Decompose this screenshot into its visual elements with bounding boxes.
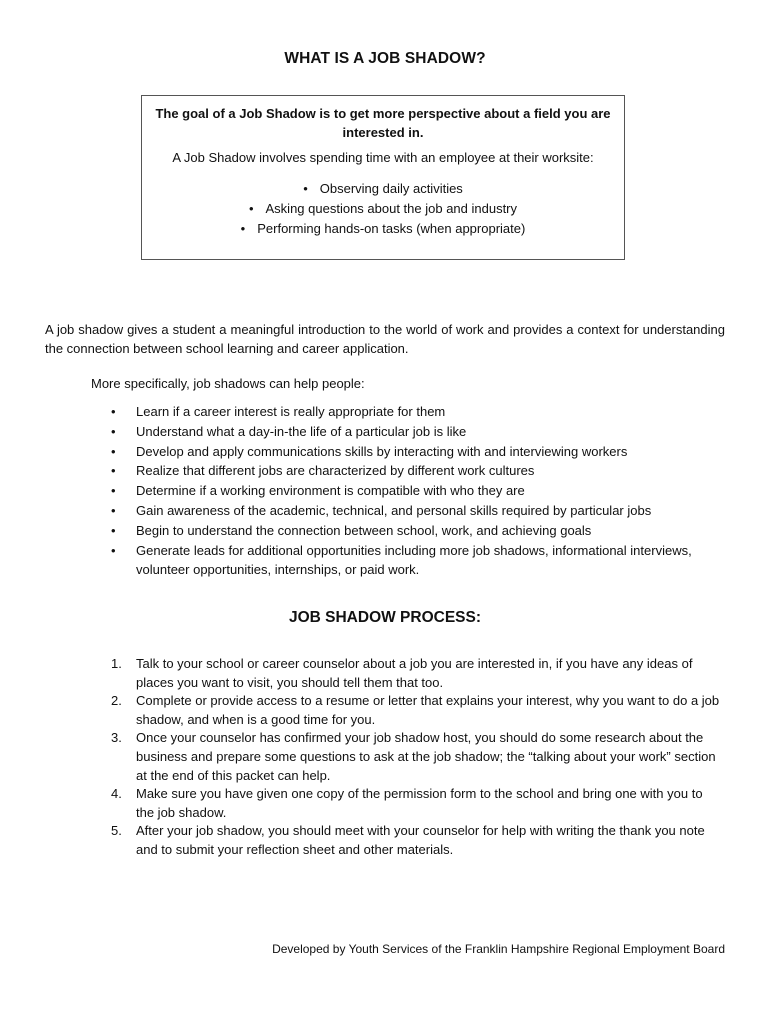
step-number: 2. (111, 693, 122, 709)
help-item: • Understand what a day-in-the life of a particular job is like (111, 422, 711, 442)
intro-paragraph: A job shadow gives a student a meaningful introduction to the world of work and provides a context for understanding the connection between school learning and career application. (45, 322, 725, 356)
step-text: Complete or provide access to a resume or letter that explains your interest, why you want to do a job shadow, and when is a good time for you. (136, 693, 720, 727)
process-step (111, 655, 721, 692)
help-item: • Begin to understand the connection between school, work, and achieving goals (111, 521, 711, 541)
goal-bullet: • Asking questions about the job and industry (152, 199, 614, 219)
step-text: After your job shadow, you should meet with your counselor for help with writing the thank you note and to submit your reflection sheet and other materials. (136, 823, 705, 857)
page-title: WHAT IS A JOB SHADOW? (284, 50, 486, 67)
goal-bullet: • Performing hands-on tasks (when appropriate) (152, 219, 614, 239)
process-step (111, 729, 721, 785)
step-text: Make sure you have given one copy of the permission form to the school and bring one with you to the job shadow. (136, 786, 703, 820)
help-item: • Develop and apply communications skills by interacting with and interviewing workers (111, 442, 711, 462)
step-number: 5. (111, 823, 122, 839)
help-item: • Learn if a career interest is really appropriate for them (111, 402, 711, 422)
step-text: Talk to your school or career counselor about a job you are interested in, if you have any ideas of places you want to visit, you should tell them that too. (136, 656, 693, 690)
goal-statement: The goal of a Job Shadow is to get more perspective about a field you are interested in. (155, 106, 611, 140)
process-steps-list (111, 655, 721, 860)
goal-box (141, 95, 625, 260)
help-heading: More specifically, job shadows can help people: (91, 376, 365, 391)
help-list (111, 402, 711, 580)
goal-bullet: • Observing daily activities (152, 179, 614, 199)
step-number: 4. (111, 786, 122, 802)
help-item: • Gain awareness of the academic, technical, and personal skills required by particular jobs (111, 501, 711, 521)
process-step (111, 785, 721, 822)
help-item: • Generate leads for additional opportunities including more job shadows, informational interviews, volunteer opportunities, internships, or paid work. (111, 541, 711, 581)
help-item: • Realize that different jobs are characterized by different work cultures (111, 461, 711, 481)
process-title: JOB SHADOW PROCESS: (288, 609, 482, 626)
footer-credit: Developed by Youth Services of the Franklin Hampshire Regional Employment Board (272, 942, 725, 956)
step-number: 3. (111, 730, 122, 746)
process-step (111, 822, 721, 859)
step-text: Once your counselor has confirmed your job shadow host, you should do some research about the business and prepare some questions to ask at the job shadow; the “talking about your work” section at the end of this packet can help. (136, 730, 716, 783)
help-item: • Determine if a working environment is compatible with who they are (111, 481, 711, 501)
goal-intro: A Job Shadow involves spending time with an employee at their worksite: (172, 150, 594, 165)
goal-bullet-list (152, 179, 614, 239)
step-number: 1. (111, 656, 122, 671)
process-step (111, 692, 721, 729)
